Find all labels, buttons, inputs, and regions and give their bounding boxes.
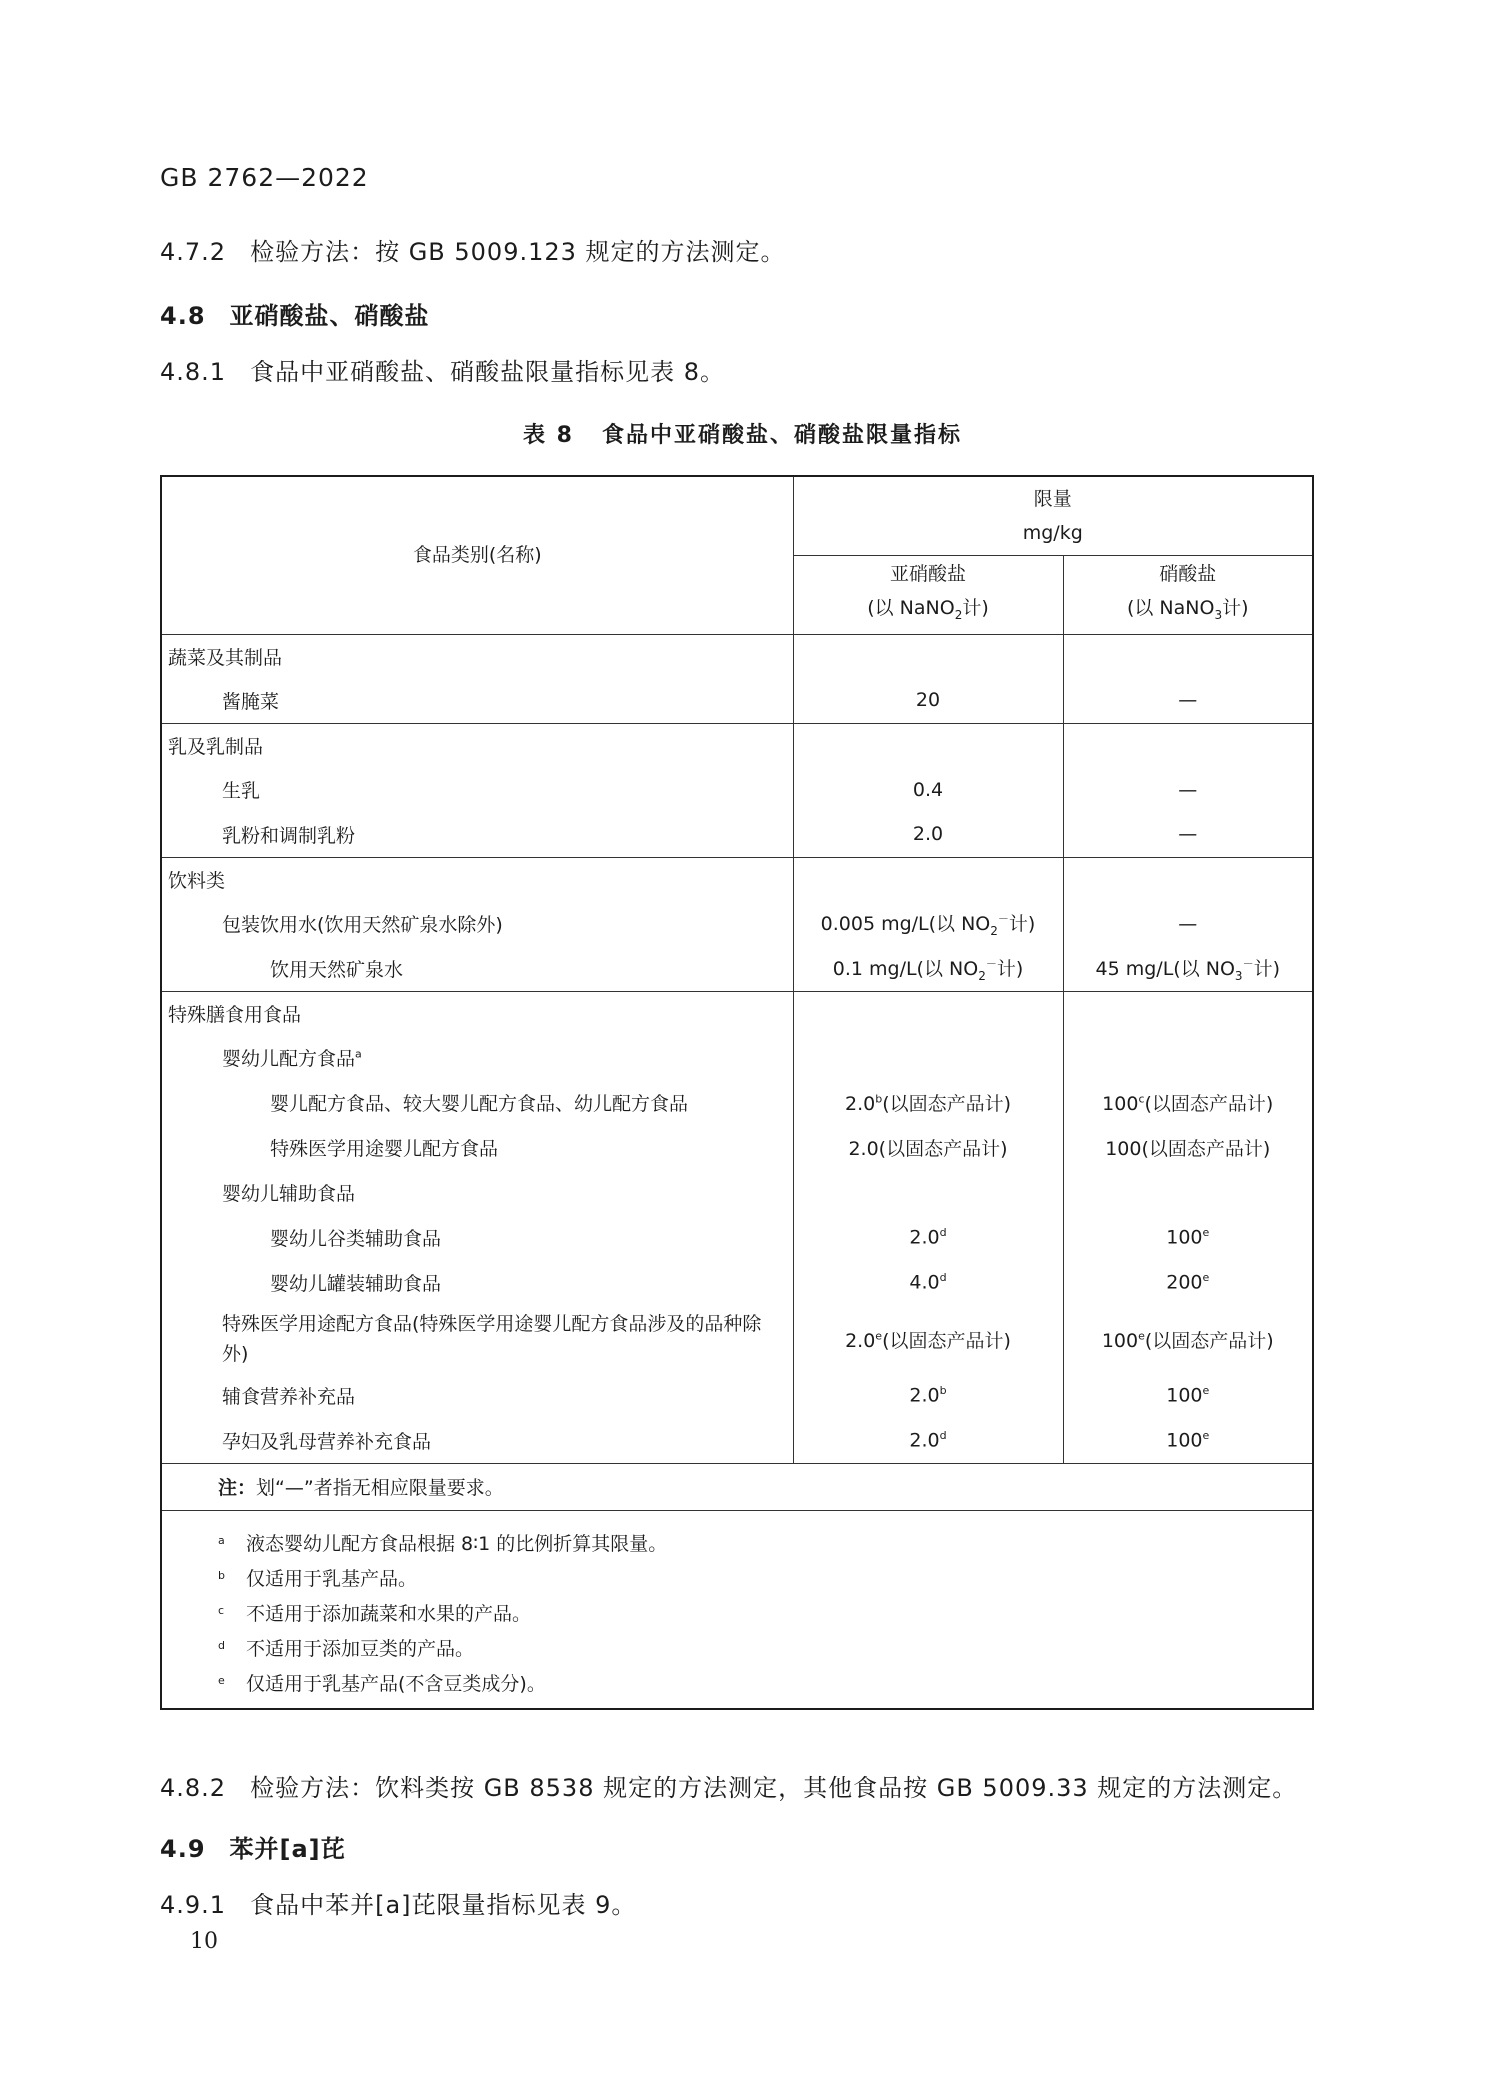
table-footnotes	[161, 1510, 1313, 1709]
clause-4-7-2	[160, 232, 786, 267]
nitrite-value: 0.005 mg/L(以 $NO_2^-$计)	[793, 901, 1063, 946]
footnote	[218, 1558, 1312, 1593]
clause-4-8-2	[160, 1768, 1297, 1803]
nitrite-value: 4.0$^d$	[793, 1260, 1063, 1305]
table-row	[161, 946, 1313, 991]
section-number: 4.9	[160, 1835, 206, 1863]
page-number: 10	[190, 1929, 218, 1954]
table-row	[161, 901, 1313, 946]
nitrate-value: —	[1178, 778, 1198, 801]
section-title: 亚硝酸盐、硝酸盐	[229, 302, 430, 330]
footnote-text: 不适用于添加豆类的产品。	[246, 1637, 475, 1660]
clause-number: 4.9.1	[160, 1891, 227, 1919]
table-title: 食品中亚硝酸盐、硝酸盐限量指标	[601, 423, 962, 448]
footnote-mark: b	[218, 1568, 225, 1582]
limit-unit: mg/kg	[1022, 521, 1083, 544]
nitrate-value: 100e	[1166, 1429, 1210, 1452]
nitrite-value: 2.0$^b$(以固态产品计)	[793, 1080, 1063, 1125]
nitrate-value: 100e	[1166, 1226, 1210, 1249]
nitrate-value: —	[1178, 912, 1198, 935]
clause-text: 食品中苯并[a]芘限量指标见表 9。	[250, 1891, 637, 1919]
table-row	[161, 767, 1313, 812]
item-name: 婴幼儿辅助食品	[161, 1170, 793, 1215]
nitrate-value: 100e(以固态产品计)	[1101, 1329, 1274, 1352]
footnote-text: 液态婴幼儿配方食品根据 8∶1 的比例折算其限量。	[246, 1532, 668, 1555]
nitrate-value: 100e	[1166, 1384, 1210, 1407]
nitrite-value: 20	[793, 678, 1063, 723]
clause-number: 4.8.1	[160, 358, 227, 386]
nitrite-value: 0.1 mg/L(以 $NO_2^-$计)	[793, 946, 1063, 991]
food-category-header: 食品类别(名称)	[161, 476, 793, 634]
nitrate-value: 100$^c$(以固态产品计)	[1102, 1092, 1274, 1115]
item-name: 特殊医学用途配方食品(特殊医学用途婴儿配方食品涉及的品种除外)	[161, 1305, 793, 1373]
limit-label: 限量	[1033, 487, 1072, 510]
category-vegetables: 蔬菜及其制品	[161, 634, 793, 678]
clause-text: 检验方法：饮料类按 GB 8538 规定的方法测定，其他食品按 GB 5009.33 规定的方法测定。	[250, 1774, 1298, 1802]
nitrite-value: 2.0$^d$	[793, 1418, 1063, 1463]
section-number: 4.8	[160, 302, 206, 330]
category-special-dietary: 特殊膳食用食品	[161, 991, 793, 1035]
table-note	[161, 1463, 1313, 1510]
item-name: 婴幼儿配方食品$^a$	[161, 1035, 793, 1080]
table-header-row	[161, 476, 1313, 555]
limit-header	[793, 476, 1313, 555]
item-name: 婴幼儿罐装辅助食品	[161, 1260, 793, 1305]
footnote-text: 仅适用于乳基产品(不含豆类成分)。	[246, 1672, 546, 1695]
table-row	[161, 678, 1313, 723]
table-label: 表 8	[523, 423, 574, 448]
clause-number: 4.8.2	[160, 1774, 227, 1802]
table-row	[161, 1170, 1313, 1215]
nitrite-value: 2.0e(以固态产品计)	[793, 1305, 1063, 1373]
category-dairy: 乳及乳制品	[161, 723, 793, 767]
clause-text: 食品中亚硝酸盐、硝酸盐限量指标见表 8。	[250, 358, 725, 386]
table-row	[161, 1035, 1313, 1080]
nitrite-basis: (以 NaNO$_2$计)	[867, 597, 989, 622]
nitrite-value: 2.0$^d$	[793, 1215, 1063, 1260]
footnote	[218, 1663, 1312, 1698]
standard-code: GB 2762—2022	[160, 163, 369, 192]
table-row	[161, 1215, 1313, 1260]
nitrate-value: —	[1178, 823, 1198, 846]
nitrate-label: 硝酸盐	[1159, 563, 1217, 586]
item-name: 婴儿配方食品、较大婴儿配方食品、幼儿配方食品	[161, 1080, 793, 1125]
nitrite-value: 2.0(以固态产品计)	[793, 1125, 1063, 1170]
clause-4-8-1	[160, 352, 725, 387]
table-row	[161, 1125, 1313, 1170]
item-name: 孕妇及乳母营养补充食品	[161, 1418, 793, 1463]
item-name: 包装饮用水(饮用天然矿泉水除外)	[161, 901, 793, 946]
item-name: 生乳	[161, 767, 793, 812]
footnote	[218, 1523, 1312, 1558]
footnote-mark: a	[218, 1533, 225, 1547]
table-row	[161, 723, 1313, 767]
table-footnotes-row	[161, 1510, 1313, 1709]
footnote-mark: d	[218, 1638, 225, 1652]
footnote	[218, 1593, 1312, 1628]
item-name: 辅食营养补充品	[161, 1373, 793, 1418]
nitrate-value: 45 mg/L(以 $NO_3^-$计)	[1095, 957, 1280, 983]
table-row	[161, 812, 1313, 857]
item-name: 婴幼儿谷类辅助食品	[161, 1215, 793, 1260]
nitrate-header	[1063, 555, 1313, 634]
item-name: 乳粉和调制乳粉	[161, 812, 793, 857]
category-beverages: 饮料类	[161, 857, 793, 901]
table-note-row	[161, 1463, 1313, 1510]
note-label: 注：	[218, 1477, 257, 1499]
nitrate-value: —	[1178, 689, 1198, 712]
item-name: 饮用天然矿泉水	[161, 946, 793, 991]
footnote-mark: a	[355, 1047, 362, 1061]
footnote	[218, 1628, 1312, 1663]
nitrate-value: 200e	[1166, 1271, 1210, 1294]
note-text: 划“—”者指无相应限量要求。	[256, 1477, 504, 1499]
clause-number: 4.7.2	[160, 238, 227, 266]
footnote-mark: e	[218, 1673, 225, 1687]
footnote-text: 仅适用于乳基产品。	[246, 1567, 418, 1590]
item-name: 特殊医学用途婴儿配方食品	[161, 1125, 793, 1170]
table-caption	[0, 418, 1485, 449]
nitrite-value: 0.4	[793, 767, 1063, 812]
footnote-text: 不适用于添加蔬菜和水果的产品。	[246, 1602, 532, 1625]
table-row	[161, 1260, 1313, 1305]
table-row	[161, 1373, 1313, 1418]
nitrite-label: 亚硝酸盐	[889, 563, 966, 586]
item-name: 酱腌菜	[161, 678, 793, 723]
footnote-mark: c	[218, 1603, 225, 1617]
section-4-9-heading	[160, 1829, 346, 1864]
table-row	[161, 634, 1313, 678]
nitrate-value: 100(以固态产品计)	[1105, 1138, 1271, 1160]
nitrite-header	[793, 555, 1063, 634]
clause-text: 检验方法：按 GB 5009.123 规定的方法测定。	[250, 238, 786, 266]
table-row	[161, 1080, 1313, 1125]
nitrite-nitrate-limits-table	[160, 475, 1314, 1710]
table-row	[161, 1418, 1313, 1463]
section-4-8-heading	[160, 296, 430, 331]
table-row	[161, 857, 1313, 901]
section-title: 苯并[a]芘	[229, 1835, 346, 1863]
nitrite-value: 2.0$^b$	[793, 1373, 1063, 1418]
nitrate-basis: (以 NaNO$_3$计)	[1126, 597, 1249, 622]
table-row	[161, 1305, 1313, 1373]
table-row	[161, 991, 1313, 1035]
nitrite-value: 2.0	[793, 812, 1063, 857]
clause-4-9-1	[160, 1885, 636, 1920]
